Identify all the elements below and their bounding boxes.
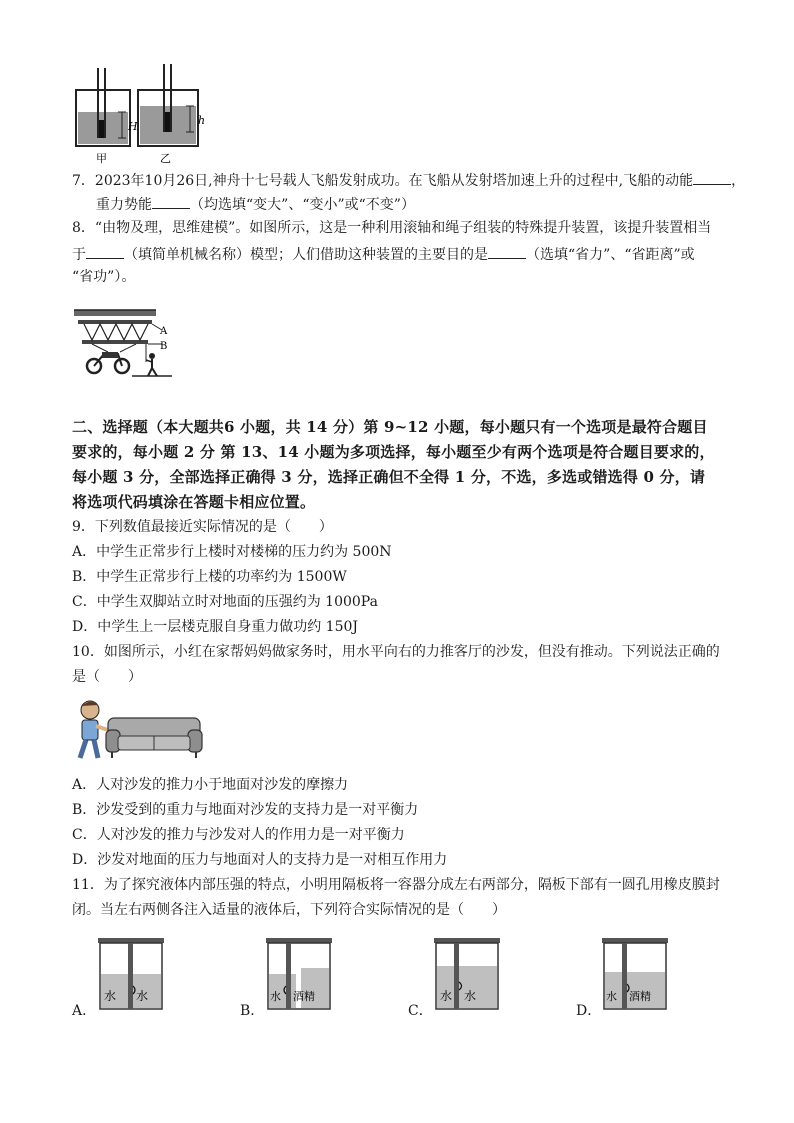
q9-option-d[interactable]: D．中学生上一层楼克服自身重力做功约 150J xyxy=(72,619,359,635)
beaker-figure xyxy=(72,60,222,164)
label-A: A xyxy=(160,326,168,337)
q11-container-a[interactable] xyxy=(96,936,166,1012)
liquid-left: 水 xyxy=(606,990,617,1003)
pulley-lift-figure xyxy=(72,306,182,378)
liquid-left: 水 xyxy=(104,989,117,1003)
q11-option-a-label[interactable]: A． xyxy=(72,1003,97,1019)
q11-container-b[interactable] xyxy=(264,936,334,1012)
q8-text-b: （填简单机械名称）模型；人们借助这种装置的主要目的是 xyxy=(124,247,488,263)
q7-text-d: （均选填“变大”、“变小”或“不变”） xyxy=(190,197,415,213)
q10-option-d[interactable]: D．沙发对地面的压力与地面对人的支持力是一对相互作用力 xyxy=(72,852,448,868)
q10-option-a[interactable]: A．人对沙发的推力小于地面对沙发的摩擦力 xyxy=(72,777,349,793)
label-B: B xyxy=(160,341,168,352)
q10-stem-line1: 10．如图所示，小红在家帮妈妈做家务时，用水平向右的力推客厅的沙发，但没有推动。下列说法正确的 xyxy=(72,644,720,660)
sofa-push-figure xyxy=(72,696,204,768)
liquid-right: 水 xyxy=(464,989,477,1003)
liquid-right: 酒精 xyxy=(293,990,315,1003)
label-jia: 甲 xyxy=(96,152,107,164)
liquid-left: 水 xyxy=(440,989,453,1003)
q11-stem-line1: 11．为了探究液体内部压强的特点，小明用隔板将一容器分成左右两部分，隔板下部有一圆孔用橡皮膜封 xyxy=(72,877,720,893)
q7-text-b: ， xyxy=(731,173,746,189)
q10-option-b[interactable]: B．沙发受到的重力与地面对沙发的支持力是一对平衡力 xyxy=(72,802,419,818)
q8-text-a: 于 xyxy=(72,247,86,263)
q11-option-b-label[interactable]: B． xyxy=(240,1003,265,1019)
q7-line2 xyxy=(96,194,756,214)
beaker-jia xyxy=(76,68,130,146)
q10-stem-line2: 是（ ） xyxy=(72,669,142,685)
q9-option-b[interactable]: B．中学生正常步行上楼的功率约为 1500W xyxy=(72,569,347,585)
beaker-yi xyxy=(138,64,198,146)
section2-line3: 每小题 3 分，全部选择正确得 3 分，选择正确但不全得 1 分，不选，多选或错选得 0 分，请 xyxy=(72,468,706,486)
q9-option-c[interactable]: C．中学生双脚站立时对地面的压强约为 1000Pa xyxy=(72,594,378,610)
liquid-right: 水 xyxy=(136,989,149,1003)
q8-line3: “省功”）。 xyxy=(72,269,136,285)
section2-line1: 二、选择题（本大题共6 小题，共 14 分）第 9~12 小题，每小题只有一个选项是最符合题目 xyxy=(72,418,708,436)
q7-text-a: 7．2023年10月26日,神舟十七号载人飞船发射成功。在飞船从发射塔加速上升的过程中,飞船的动能 xyxy=(72,173,694,189)
liquid-right: 酒精 xyxy=(629,990,651,1003)
q7-blank-1[interactable] xyxy=(693,170,731,185)
q8-blank-2[interactable] xyxy=(488,244,526,259)
section2-line2: 要求的，每小题 2 分 第 13、14 小题为多项选择，每小题至少有两个选项是符合题目要求的， xyxy=(72,443,715,461)
q8-text-c: （选填“省力”、“省距离”或 xyxy=(526,247,695,263)
q11-container-d[interactable] xyxy=(600,936,670,1012)
q9-option-a[interactable]: A．中学生正常步行上楼时对楼梯的压力约为 500N xyxy=(72,544,392,560)
label-H: H xyxy=(128,120,138,133)
q11-stem-line2: 闭。当左右两侧各注入适量的液体后，下列符合实际情况的是（ ） xyxy=(72,902,506,918)
liquid-left: 水 xyxy=(270,990,281,1003)
q7-blank-2[interactable] xyxy=(152,194,190,209)
q11-option-d-label[interactable]: D． xyxy=(576,1003,602,1019)
q10-option-c[interactable]: C．人对沙发的推力与沙发对人的作用力是一对平衡力 xyxy=(72,827,405,843)
q11-container-c[interactable] xyxy=(432,936,502,1012)
q8-blank-1[interactable] xyxy=(86,244,124,259)
label-h: h xyxy=(198,114,206,127)
q8-line1: 8．“由物及理，思维建模”。如图所示，这是一种利用滚轴和绳子组装的特殊提升装置，该提升装置相当 xyxy=(72,220,712,236)
section2-line4: 将选项代码填涂在答题卡相应位置。 xyxy=(72,493,316,511)
label-yi: 乙 xyxy=(160,152,171,164)
q7-text-c: 重力势能 xyxy=(96,197,152,213)
q9-stem: 9．下列数值最接近实际情况的是（ ） xyxy=(72,519,333,535)
q7-line1 xyxy=(72,170,746,190)
q11-option-c-label[interactable]: C． xyxy=(408,1003,433,1019)
q8-line2 xyxy=(72,244,732,264)
